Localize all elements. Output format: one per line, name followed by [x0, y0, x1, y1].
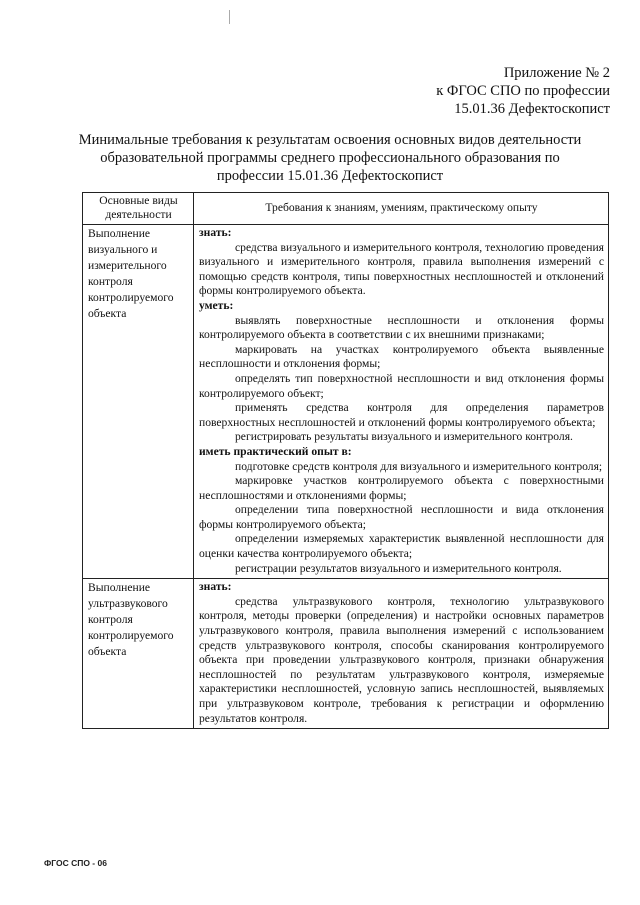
appendix-standard: к ФГОС СПО по профессии [436, 83, 610, 99]
experience-item: определении измеряемых характеристик выявленной несплошности для оценки качества контролируемого объекта; [199, 532, 604, 561]
can-item: выявлять поверхностные несплошности и отклонения формы контролируемого объекта в соответствии с их внешними признаками; [199, 313, 604, 342]
header-activities: Основные виды деятельности [83, 193, 194, 225]
can-item: регистрировать результаты визуального и измерительного контроля. [235, 430, 573, 444]
experience-item: регистрации результатов визуального и измерительного контроля. [235, 561, 562, 575]
know-item: средства ультразвукового контроля, технологию ультразвукового контроля, методы проверки (определения) и настройки основных параметров ультразвукового контроля, правила выполнения измерений с использованием средств ультразвукового контроля, способы сканирования контролируемого объекта при проведении ультразвукового контроля, признаки обнаружения несплошностей по результатам ультразвукового контроля, измеряемые характеристики несплошностей, условную запись несплошностей, выявляемых при ультразвуковом контроле, требования к регистрации и оформлению результатов контроля. [199, 594, 604, 725]
appendix-label [390, 64, 610, 118]
requirements-cell [194, 225, 609, 579]
know-item: средства визуального и измерительного контроля, технологию проведения визуального и измерительного контроля, правила выполнения измерений с помощью средств контроля, типы поверхностных несплошностей и отклонений формы контролируемого объекта. [199, 240, 604, 298]
activity-cell: Выполнение визуального и измерительного контроля контролируемого объекта [83, 225, 194, 579]
know-label: знать: [199, 226, 232, 239]
experience-item: подготовке средств контроля для визуального и измерительного контроля; [235, 459, 603, 473]
header-requirements: Требования к знаниям, умениям, практическому опыту [194, 193, 609, 225]
table-header-row [83, 193, 609, 225]
appendix-profession: 15.01.36 Дефектоскопист [454, 101, 610, 117]
appendix-number: Приложение № 2 [503, 65, 610, 81]
experience-label-rest: в: [338, 444, 352, 458]
experience-label [199, 445, 604, 460]
table-row [83, 225, 609, 579]
document-title [50, 131, 610, 185]
know-label: знать: [199, 580, 232, 594]
can-item: маркировать на участках контролируемого объекта выявленные несплошности и отклонения формы; [199, 342, 604, 371]
requirements-table [82, 192, 609, 729]
can-item: определять тип поверхностной несплошности и вид отклонения формы контролируемого объект; [199, 371, 604, 400]
table-row [83, 579, 609, 729]
title-line-3: профессии 15.01.36 Дефектоскопист [216, 168, 444, 184]
can-item: применять средства контроля для определения параметров поверхностных несплошностей и отклонений формы контролируемого объекта; [199, 401, 604, 429]
title-line-2: образовательной программы среднего профессионального образования по [100, 150, 560, 166]
experience-item: определении типа поверхностной несплошности и вида отклонения формы контролируемого объекта; [199, 503, 604, 531]
scan-mark [229, 10, 230, 24]
experience-label-bold: иметь практический опыт [199, 444, 339, 458]
page-footer: ФГОС СПО - 06 [44, 858, 107, 868]
can-label: уметь: [199, 298, 234, 312]
requirements-cell [194, 579, 609, 729]
activity-cell: Выполнение ультразвукового контроля контролируемого объекта [83, 579, 194, 729]
experience-item: маркировке участков контролируемого объекта с поверхностными несплошностями и отклонениями формы; [199, 474, 604, 502]
title-line-1: Минимальные требования к результатам освоения основных видов деятельности [78, 132, 582, 148]
